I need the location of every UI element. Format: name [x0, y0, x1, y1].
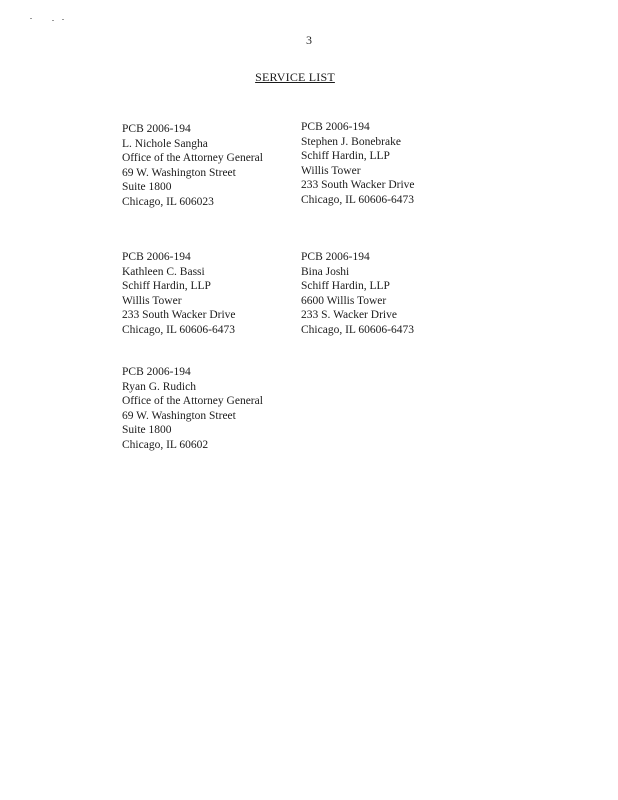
scan-speck: [30, 18, 32, 19]
organization: Schiff Hardin, LLP: [301, 280, 390, 293]
city-state-zip: Chicago, IL 60606-6473: [301, 323, 414, 336]
service-entry: [122, 365, 263, 453]
building: Willis Tower: [122, 294, 182, 307]
organization: Schiff Hardin, LLP: [122, 280, 211, 293]
page-number: 3: [306, 33, 312, 47]
recipient-name: Bina Joshi: [301, 265, 350, 278]
recipient-name: Ryan G. Rudich: [122, 380, 196, 393]
case-number: PCB 2006-194: [122, 366, 191, 378]
service-entry: [301, 250, 414, 338]
case-number: PCB 2006-194: [122, 123, 191, 135]
organization: Office of the Attorney General: [122, 395, 263, 408]
suite: Suite 1800: [122, 424, 172, 437]
street-address: 69 W. Washington Street: [122, 166, 236, 179]
scan-speck: [52, 20, 54, 21]
service-entry: [122, 250, 236, 338]
recipient-name: L. Nichole Sangha: [122, 137, 208, 150]
city-state-zip: Chicago, IL 606023: [122, 195, 214, 208]
city-state-zip: Chicago, IL 60606-6473: [122, 323, 235, 336]
scan-speck: [62, 19, 64, 20]
city-state-zip: Chicago, IL 60602: [122, 438, 209, 451]
building: Willis Tower: [301, 164, 361, 177]
service-entry: [122, 122, 263, 210]
service-list-title: SERVICE LIST: [255, 70, 335, 84]
recipient-name: Stephen J. Bonebrake: [301, 135, 401, 148]
case-number: PCB 2006-194: [301, 251, 370, 263]
street-address: 233 South Wacker Drive: [122, 309, 236, 322]
street-address: 233 S. Wacker Drive: [301, 309, 397, 322]
building: 6600 Willis Tower: [301, 294, 387, 307]
service-entry: [301, 120, 415, 208]
city-state-zip: Chicago, IL 60606-6473: [301, 193, 414, 206]
suite: Suite 1800: [122, 181, 172, 194]
case-number: PCB 2006-194: [122, 251, 191, 263]
organization: Office of the Attorney General: [122, 152, 263, 165]
organization: Schiff Hardin, LLP: [301, 150, 390, 163]
recipient-name: Kathleen C. Bassi: [122, 265, 205, 278]
street-address: 69 W. Washington Street: [122, 409, 236, 422]
case-number: PCB 2006-194: [301, 121, 370, 133]
street-address: 233 South Wacker Drive: [301, 179, 415, 192]
